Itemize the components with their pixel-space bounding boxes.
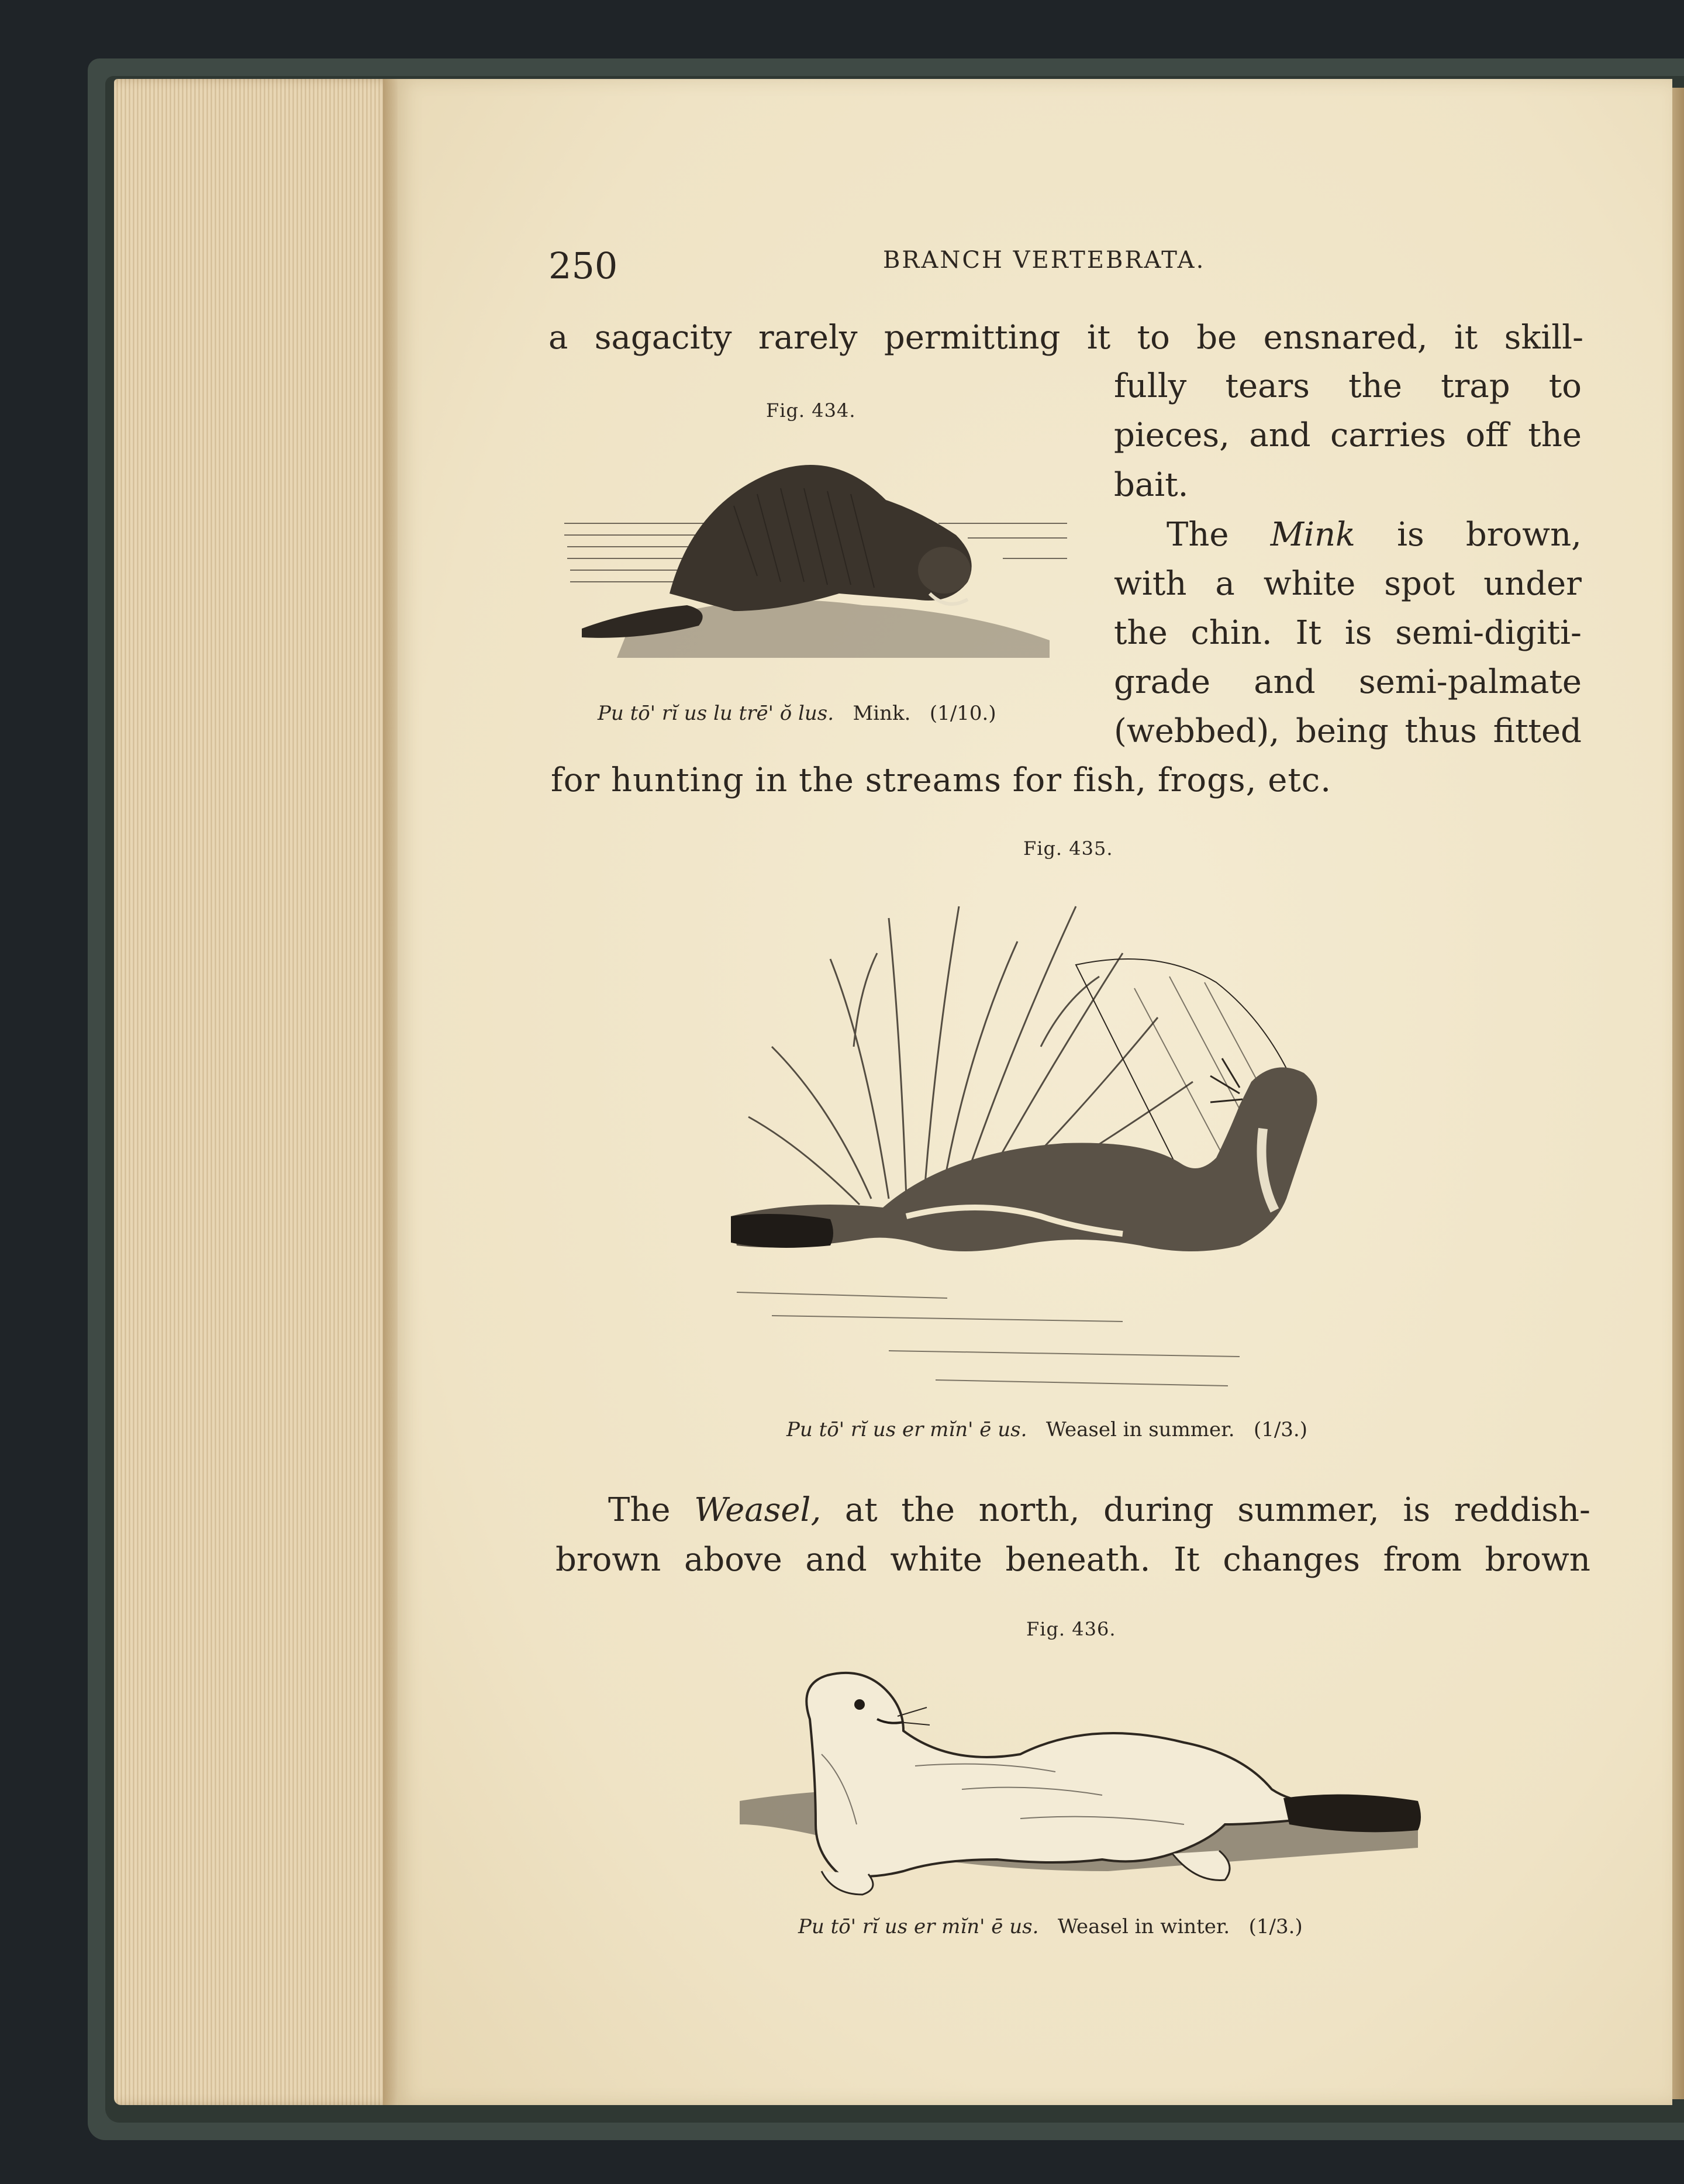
- weasel-summer-illustration: [713, 871, 1438, 1409]
- text-line-1: a sagacity rarely permitting it to be ensnared, it skill-: [548, 319, 1583, 357]
- text-line-12: brown above and white beneath. It changes from brown: [555, 1541, 1590, 1579]
- figure-caption: Pu tō' rĭ us lu trē' ŏ lus. Mink. (1/10.): [598, 702, 996, 725]
- mink-illustration: [558, 436, 1073, 664]
- text-line-6: with a white spot under: [1114, 565, 1582, 603]
- figure-caption: Pu tō' rĭ us er mĭn' ē us. Weasel in winter. (1/3.): [798, 1915, 1303, 1938]
- text-line-4: bait.: [1114, 466, 1189, 504]
- weasel-winter-illustration: [728, 1649, 1430, 1912]
- page-edges: [114, 79, 395, 2105]
- text-line-11: The Weasel, at the north, during summer, is reddish-: [608, 1491, 1590, 1529]
- text-line-5: The Mink is brown,: [1167, 516, 1582, 554]
- page-number: 250: [548, 244, 618, 287]
- running-title: BRANCH VERTEBRATA.: [883, 247, 1206, 274]
- figure-caption: Pu tō' rĭ us er mĭn' ē us. Weasel in summer. (1/3.): [786, 1418, 1307, 1441]
- text-line-10: for hunting in the streams for fish, frogs, etc.: [551, 761, 1332, 799]
- text-line-9: (webbed), being thus fitted: [1114, 712, 1582, 750]
- figure-label: Fig. 435.: [1023, 837, 1113, 860]
- text-line-7: the chin. It is semi-digiti-: [1114, 614, 1582, 652]
- figure-label: Fig. 434.: [766, 399, 856, 422]
- figure-label: Fig. 436.: [1026, 1618, 1116, 1640]
- text-line-3: pieces, and carries off the: [1114, 416, 1582, 454]
- text-line-8: grade and semi-palmate: [1114, 663, 1582, 701]
- text-line-2: fully tears the trap to: [1114, 367, 1582, 405]
